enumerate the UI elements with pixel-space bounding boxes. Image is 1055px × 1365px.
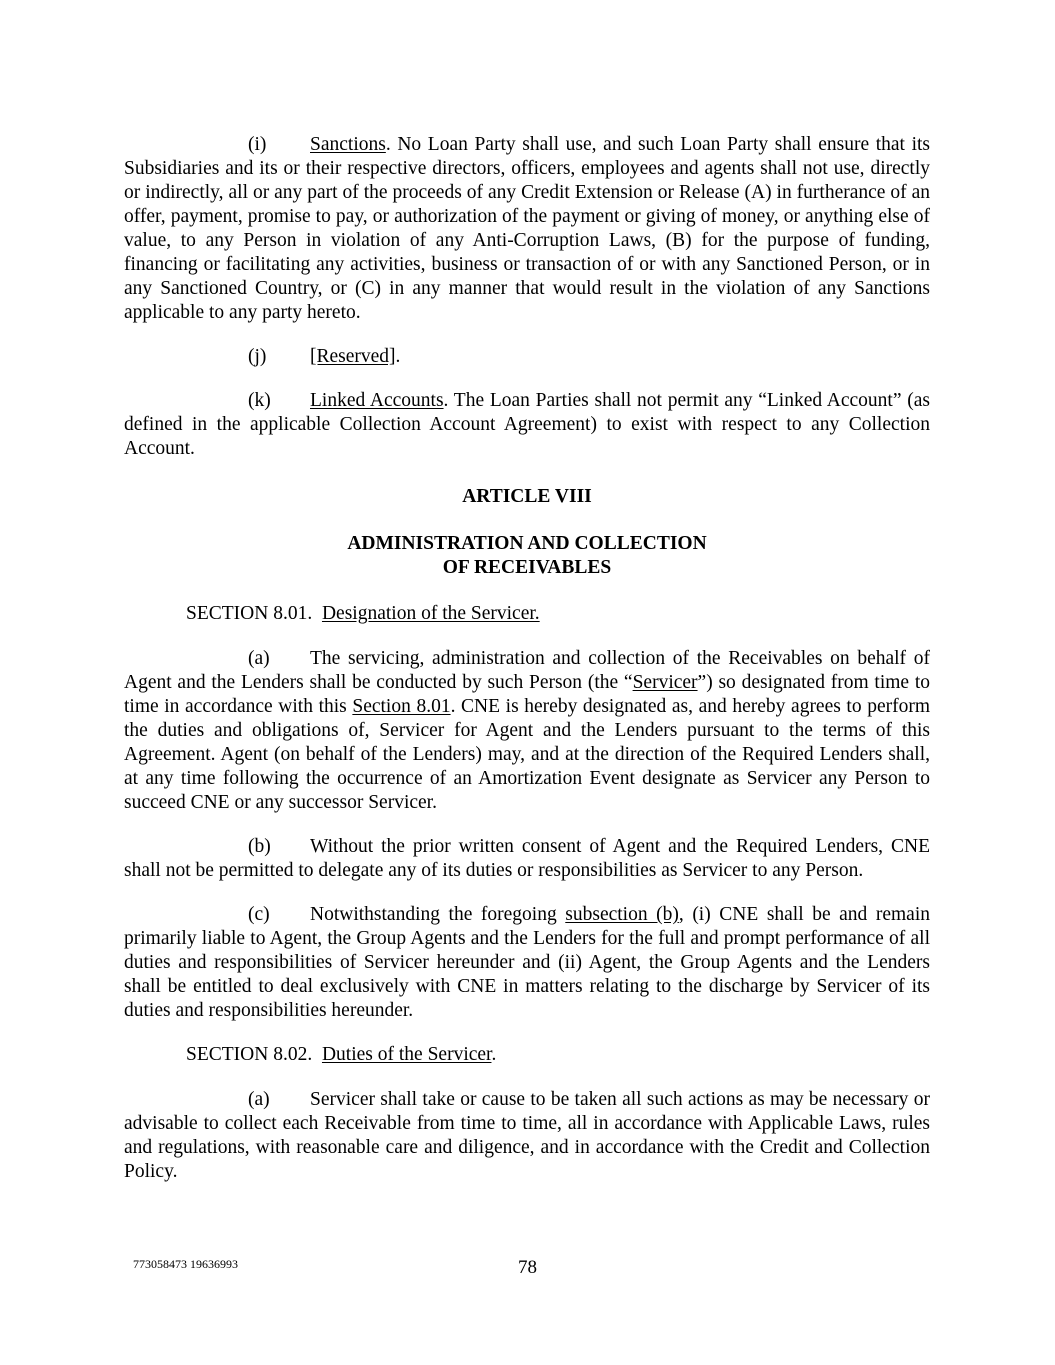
section-801-title: Designation of the Servicer. <box>321 603 540 624</box>
paragraph-k <box>124 389 930 461</box>
section-801-c <box>124 903 930 1023</box>
section-801-c-text-1: Notwithstanding the foregoing <box>310 904 566 925</box>
section-801-a <box>124 647 930 815</box>
section-801-b-text: Without the prior written consent of Agent and the Required Lenders, CNE shall not be permitted to delegate any of its duties or responsibilities as Servicer to any Person. <box>124 836 930 881</box>
section-801-b <box>124 835 930 883</box>
paragraph-j-heading: [Reserved] <box>310 346 396 367</box>
paragraph-i-label: (i) <box>248 134 267 155</box>
article-number: ARTICLE VIII <box>462 486 592 507</box>
article-title <box>124 532 930 580</box>
page-body <box>124 133 930 1204</box>
section-801-a-label: (a) <box>248 648 270 669</box>
section-801-cross-reference: Section 8.01 <box>352 696 451 717</box>
section-802-title: Duties of the Servicer <box>321 1044 492 1065</box>
servicer-defined-term: Servicer <box>632 672 698 693</box>
document-id: 773058473 19636993 <box>133 1257 238 1271</box>
section-801-c-label: (c) <box>248 904 270 925</box>
paragraph-i <box>124 133 930 325</box>
section-801-a-text-1: The servicing, administration and collection of the Receivables on behalf of Agent and the Lenders shall be conducted by such Person (the “ <box>124 648 930 693</box>
paragraph-k-label: (k) <box>248 390 271 411</box>
section-802-suffix: . <box>491 1044 497 1065</box>
section-801-c-text-2: , (i) CNE shall be and remain primarily liable to Agent, the Group Agents and the Lenders for the full and prompt performance of all duties and responsibilities of Servicer hereunder and (ii) Agent, the Group Agents and the Lenders shall be entitled to deal exclusively with CNE in matters relating to the discharge by Servicer of its duties and responsibilities hereunder. <box>124 904 930 1021</box>
section-802-a-text: Servicer shall take or cause to be taken all such actions as may be necessary or advisable to collect each Receivable from time to time, all in accordance with Applicable Laws, rules and regulations, with reasonable care and diligence, and in accordance with the Credit and Collection Policy. <box>124 1089 930 1182</box>
section-802-a <box>124 1088 930 1184</box>
paragraph-i-heading: Sanctions <box>310 134 386 155</box>
page-number: 78 <box>518 1257 537 1278</box>
section-801-b-label: (b) <box>248 836 271 857</box>
paragraph-k-heading: Linked Accounts <box>310 390 444 411</box>
subsection-b-cross-reference: subsection (b) <box>565 904 679 925</box>
section-801-a-text-2: ”) so designated from time to time in accordance with this <box>124 672 931 717</box>
paragraph-j-label: (j) <box>248 346 267 367</box>
paragraph-j <box>124 345 930 369</box>
article-title-line-2: OF RECEIVABLES <box>442 557 612 578</box>
paragraph-j-text: . <box>395 346 401 367</box>
article-title-line-1: ADMINISTRATION AND COLLECTION <box>347 533 707 554</box>
paragraph-k-text: . The Loan Parties shall not permit any “Linked Account” (as defined in the applicable Collection Account Agreement) to exist with respect to any Collection Account. <box>124 390 930 459</box>
section-802-heading <box>124 1043 930 1067</box>
section-802-prefix: SECTION 8.02. <box>186 1044 313 1065</box>
section-801-a-text-3: . CNE is hereby designated as, and hereby agrees to perform the duties and obligations of, Servicer for Agent and the Lenders pursuant to the terms of this Agreement. Agent (on behalf of the Lenders) may, and at the direction of the Required Lenders shall, at any time following the occurrence of an Amortization Event designate as Servicer any Person to succeed CNE or any successor Servicer. <box>124 696 931 813</box>
paragraph-i-text: . No Loan Party shall use, and such Loan Party shall ensure that its Subsidiaries and its or their respective directors, officers, employees and agents shall not use, directly or indirectly, all or any part of the proceeds of any Credit Extension or Release (A) in furtherance of an offer, payment, promise to pay, or authorization of the payment or giving of money, or anything else of value, to any Person in violation of any Anti-Corruption Laws, (B) for the purpose of funding, financing or facilitating any activities, business or transaction of or with any Sanctioned Person, or in any Sanctioned Country, or (C) in any manner that would result in the violation of any Sanctions applicable to any party hereto. <box>124 134 930 323</box>
section-801-prefix: SECTION 8.01. <box>186 603 313 624</box>
section-801-heading <box>124 602 930 626</box>
section-802-a-label: (a) <box>248 1089 270 1110</box>
